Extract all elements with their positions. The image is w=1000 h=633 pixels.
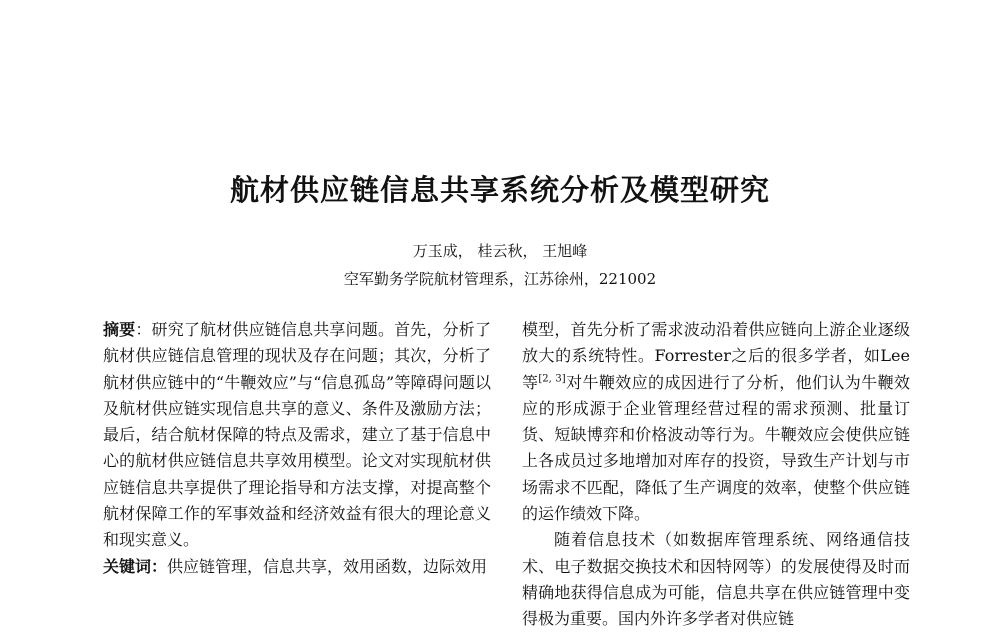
keywords-label: 关键词： xyxy=(103,556,168,576)
paper-title: 航材供应链信息共享系统分析及模型研究 xyxy=(229,173,770,207)
citation-reference: [2, 3] xyxy=(538,373,566,385)
author-affiliation: 空军勤务学院航材管理系，江苏徐州，221002 xyxy=(343,270,657,288)
left-column xyxy=(103,317,491,580)
abstract-paragraph xyxy=(103,317,491,554)
keywords-text: 供应链管理，信息共享，效用函数，边际效用 xyxy=(167,556,488,576)
abstract-text: ：研究了航材供应链信息共享问题。首先，分析了航材供应链信息管理的现状及存在问题；其次，分析了航材供应链中的“牛鞭效应”与“信息孤岛”等障碍问题以及航材供应链实现信息共享的意义、条件及激励方法；最后，结合航材保障的特点及需求，建立了基于信息中心的航材供应链信息共享效用模型。论文对实现航材供应链信息共享提供了理论指导和方法支撑，对提高整个航材保障工作的军事效益和经济效益有很大的理论意义和现实意义。 xyxy=(103,320,491,550)
body-paragraph-1-part-b: 对牛鞭效应的成因进行了分析，他们认为牛鞭效应的形成源于企业管理经营过程的需求预测、批量订货、短缺博弈和价格波动等行为。牛鞭效应会使供应链上各成员过多地增加对库存的投资，导致生产计划与市场需求不匹配，降低了生产调度的效率，使整个供应链的运作绩效下降。 xyxy=(522,372,910,524)
body-paragraph-1-part-a: 模型，首先分析了需求波动沿着供应链向上游企业逐级放大的系统特性。Forrester之后的很多学者，如Lee 等 xyxy=(522,320,910,392)
author-list: 万玉成， 桂云秋， 王旭峰 xyxy=(412,242,588,260)
keywords-paragraph xyxy=(103,554,491,580)
body-paragraph-2: 随着信息技术（如数据库管理系统、网络通信技术、电子数据交换技术和因特网等）的发展使得及时而精确地获得信息成为可能，信息共享在供应链管理中变得极为重要。国内外许多学者对供应链 xyxy=(522,530,910,629)
abstract-label: 摘要 xyxy=(103,320,136,339)
body-paragraph-1 xyxy=(522,317,910,527)
right-column xyxy=(522,317,910,633)
